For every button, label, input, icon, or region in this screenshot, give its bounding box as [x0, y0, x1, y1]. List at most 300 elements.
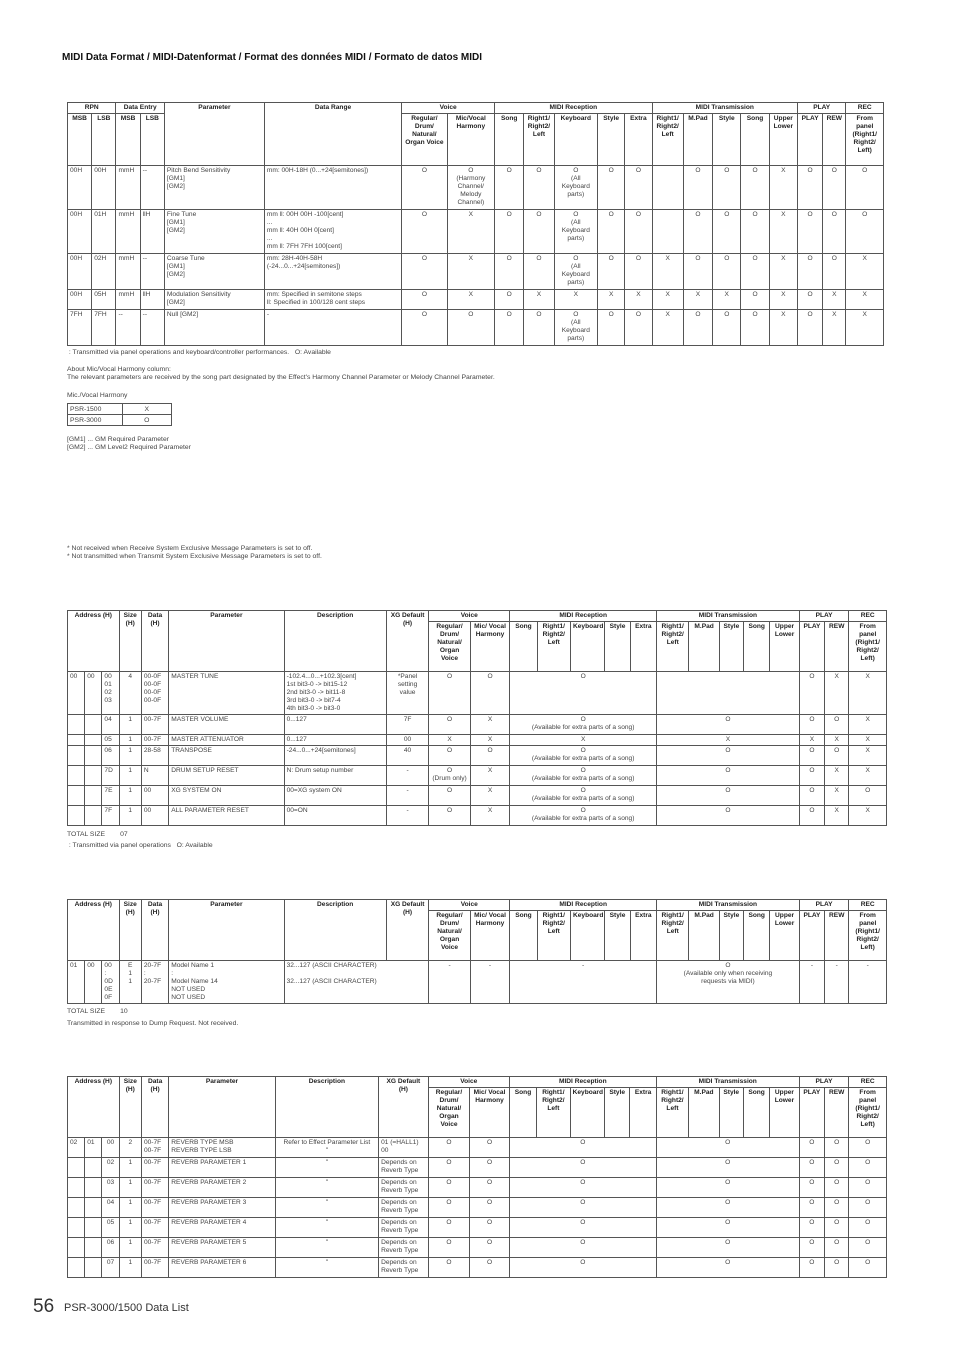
r12l-header: Right1/ Right2/ Left	[537, 622, 570, 672]
table-cell: 00-7F	[141, 1218, 168, 1238]
rpn-legend: : Transmitted via panel operations and keyboard/controller performances. O: Available	[67, 349, 331, 356]
table-cell: 00	[68, 672, 85, 715]
table-cell: REVERB PARAMETER 3	[169, 1198, 275, 1218]
table-cell: MASTER TUNE	[169, 672, 284, 715]
table-cell: 00H	[68, 210, 92, 254]
table-cell: O	[656, 1258, 799, 1278]
table-cell: X	[769, 166, 797, 210]
table-cell: --	[116, 310, 140, 346]
table-cell	[85, 1198, 102, 1218]
table-cell: O	[799, 786, 824, 806]
table-row	[68, 166, 884, 210]
mic-header: Mic/ Vocal Harmony	[470, 1088, 510, 1138]
table-row	[68, 1258, 887, 1278]
msb-header: MSB	[68, 114, 92, 166]
address-header: Address (H)	[68, 1077, 120, 1138]
page-number: 56	[33, 1296, 55, 1317]
table-cell: 00 01 02 03	[102, 672, 119, 715]
table-cell: 00H	[92, 166, 116, 210]
table-cell: 1	[119, 766, 141, 786]
table-cell: O	[509, 1178, 656, 1198]
table-cell: REVERB PARAMETER 6	[169, 1258, 275, 1278]
header-row	[68, 1077, 887, 1088]
table-row	[68, 1198, 887, 1218]
table-cell: O	[741, 310, 769, 346]
tx-right-left-header: Right1/ Right2/ Left	[652, 114, 683, 166]
sysex-notes: * Not received when Receive System Exclusive Message Parameters is set to off. * Not transmitted when Transmit System Exclusive Message Parameters is set to off.	[67, 545, 322, 560]
table-cell: X	[447, 254, 494, 290]
table-row	[68, 806, 887, 826]
table-cell: O	[657, 746, 800, 766]
mpad-header: M.Pad	[683, 114, 712, 166]
system-table	[67, 610, 887, 826]
table-cell: O	[428, 1158, 470, 1178]
table-cell: O	[470, 1258, 510, 1278]
table-cell: X	[554, 290, 597, 310]
table-cell: -	[386, 806, 429, 826]
table-cell: mm: 00H-18H (0...+24[semitones])	[264, 166, 401, 210]
table-cell: Depends on Reverb Type	[379, 1178, 429, 1198]
table-cell: O	[524, 310, 554, 346]
mic-vocal-title: Mic./Vocal Harmony	[67, 392, 128, 399]
table-cell: 32...127 (ASCII CHARACTER) 32...127 (ASCII CHARACTER)	[284, 961, 429, 1004]
table-cell: 02	[68, 1138, 85, 1158]
table-cell: X	[846, 254, 884, 290]
table-cell: X	[825, 766, 849, 786]
table-cell: O	[825, 1158, 849, 1178]
table-cell	[85, 806, 102, 826]
table-cell: 00-7F	[141, 1258, 168, 1278]
table-cell: 00	[85, 961, 102, 1004]
table-cell: X	[825, 735, 849, 746]
table-cell: X	[849, 746, 887, 766]
rew-header: REW	[825, 622, 849, 672]
table-cell: O	[799, 1218, 824, 1238]
table-cell: O	[799, 746, 824, 766]
table-cell: REVERB PARAMETER 2	[169, 1178, 275, 1198]
table-cell: -	[849, 961, 887, 1004]
table-cell: O	[428, 1238, 470, 1258]
total-size: TOTAL SIZE 10	[67, 1008, 128, 1015]
table-cell: O	[625, 210, 652, 254]
style-header: Style	[719, 1088, 743, 1138]
table-cell: O	[683, 210, 712, 254]
table-row	[68, 766, 887, 786]
table-cell: O	[713, 210, 741, 254]
table-cell: O	[428, 1138, 470, 1158]
midi-reception-header: MIDI Reception	[495, 103, 653, 114]
table-cell: O	[846, 210, 884, 254]
table-cell	[68, 1178, 85, 1198]
table-row	[68, 1218, 887, 1238]
table-cell: 7F	[386, 715, 429, 735]
table-cell: 1	[119, 715, 141, 735]
table-cell: X	[849, 735, 887, 746]
table-cell: 00-7F	[141, 1198, 168, 1218]
table-cell	[652, 210, 683, 254]
style-header: Style	[719, 911, 743, 961]
table-cell: 00-7F	[141, 1238, 168, 1258]
description-header: Description	[284, 611, 386, 672]
rew-header: REW	[825, 1088, 849, 1138]
footer-title: PSR-3000/1500 Data List	[64, 1302, 189, 1314]
table-cell: 06	[102, 746, 119, 766]
lsb-header: LSB	[92, 114, 116, 166]
table-cell: "	[275, 1158, 378, 1178]
midi-transmission-header: MIDI Transmission	[656, 1077, 799, 1088]
table-cell: X	[846, 290, 884, 310]
table-cell: X	[849, 672, 887, 715]
table-cell: 00 : 0D 0E 0F	[102, 961, 119, 1004]
table-cell	[68, 786, 85, 806]
table-cell: O	[823, 254, 846, 290]
table-cell: O	[825, 746, 849, 766]
table-cell: O	[524, 166, 554, 210]
rec-header: REC	[849, 611, 887, 622]
extra-header: Extra	[630, 1088, 656, 1138]
table-cell: 1	[119, 1258, 141, 1278]
table-cell: REVERB PARAMETER 1	[169, 1158, 275, 1178]
table-cell	[85, 766, 102, 786]
table-cell	[85, 746, 102, 766]
table-cell: O	[429, 786, 470, 806]
table-cell: O	[657, 715, 800, 735]
upper-header: Upper Lower	[770, 911, 799, 961]
table-cell	[68, 806, 85, 826]
table-cell: mmH	[116, 166, 140, 210]
table-cell: 20-7F : 20-7F	[141, 961, 168, 1004]
table-cell: O	[598, 166, 625, 210]
table-cell: O	[509, 1258, 656, 1278]
table-cell: O (Available for extra parts of a song)	[510, 766, 657, 786]
table-cell: O	[625, 254, 652, 290]
table-cell: O	[428, 1218, 470, 1238]
table-row	[68, 1178, 887, 1198]
table-cell: -	[825, 961, 849, 1004]
table-cell: O (Available for extra parts of a song)	[510, 746, 657, 766]
table-cell: O	[683, 166, 712, 210]
table-cell: -	[386, 786, 429, 806]
song-header: Song	[510, 622, 537, 672]
table-cell: Depends on Reverb Type	[379, 1198, 429, 1218]
style-header: Style	[605, 1088, 630, 1138]
table-cell: X	[799, 735, 824, 746]
table-cell: 02	[102, 1158, 119, 1178]
table-cell: "	[275, 1258, 378, 1278]
right-left-header: Right1/ Right2/ Left	[524, 114, 554, 166]
parameter-header: Parameter	[169, 900, 284, 961]
table-cell	[68, 715, 85, 735]
xg-default-header: XG Default (H)	[386, 900, 429, 961]
table-cell: O	[656, 1198, 799, 1218]
keyboard-header: Keyboard	[570, 911, 604, 961]
upper-header: Upper Lower	[770, 622, 799, 672]
table-cell: O	[713, 166, 741, 210]
table-cell: REVERB TYPE MSB REVERB TYPE LSB	[169, 1138, 275, 1158]
table-cell: O	[799, 672, 824, 715]
table-cell: O	[470, 672, 509, 715]
table-cell: O	[495, 210, 524, 254]
table-row	[68, 1138, 887, 1158]
table-cell: REVERB PARAMETER 4	[169, 1218, 275, 1238]
play-col-header: PLAY	[797, 114, 822, 166]
data-header: Data (H)	[141, 1077, 168, 1138]
table-cell: O	[598, 210, 625, 254]
model-cell: PSR-3000	[68, 415, 123, 426]
table-cell: O	[849, 1178, 887, 1198]
style-header: Style	[598, 114, 625, 166]
table-cell: 01	[85, 1138, 102, 1158]
table-cell: O	[598, 310, 625, 346]
table-cell: O	[825, 1258, 849, 1278]
table-cell: 00-7F	[141, 715, 168, 735]
table-cell: O	[429, 715, 470, 735]
table-cell: O	[799, 1238, 824, 1258]
table-cell: X	[825, 786, 849, 806]
table-cell: 05	[102, 1218, 119, 1238]
table-cell: DRUM SETUP RESET	[169, 766, 284, 786]
table-cell: 07	[102, 1258, 119, 1278]
table-cell	[68, 1238, 85, 1258]
table-cell: mmH	[116, 290, 140, 310]
table-cell	[68, 1218, 85, 1238]
table-cell: X	[825, 806, 849, 826]
table-cell: X	[447, 210, 494, 254]
data-range-header: Data Range	[264, 103, 401, 114]
table-cell: Model Name 1 : Model Name 14 NOT USED NOT USED	[169, 961, 284, 1004]
table-row	[68, 961, 887, 1004]
table-cell: 1	[119, 1198, 141, 1218]
table-cell: X	[524, 290, 554, 310]
table-cell	[657, 672, 800, 715]
rec-header: REC	[846, 103, 884, 114]
midi-transmission-header: MIDI Transmission	[657, 611, 800, 622]
table-cell: Depends on Reverb Type	[379, 1258, 429, 1278]
table-cell: 06	[102, 1238, 119, 1258]
table-cell: O	[825, 1178, 849, 1198]
song-header: Song	[744, 622, 770, 672]
table-cell: --	[140, 254, 164, 290]
table-cell: O	[657, 786, 800, 806]
table-cell: 1	[119, 1158, 141, 1178]
tx-style-header: Style	[713, 114, 741, 166]
extra-header: Extra	[625, 114, 652, 166]
table-cell: N	[141, 766, 168, 786]
voice-header: Voice	[402, 103, 495, 114]
table-cell: O	[825, 1198, 849, 1218]
table-cell: O (All Keyboard parts)	[554, 210, 597, 254]
rec-header: REC	[849, 1077, 887, 1088]
table-cell: "	[275, 1198, 378, 1218]
table-cell: O	[428, 1258, 470, 1278]
keyboard-header: Keyboard	[554, 114, 597, 166]
table-cell: 00H	[68, 254, 92, 290]
table-cell: ALL PARAMETER RESET	[169, 806, 284, 826]
table-cell: X	[849, 806, 887, 826]
table-cell: 00-7F	[141, 1158, 168, 1178]
table-cell: O (All Keyboard parts)	[554, 310, 597, 346]
table-cell: 00H	[68, 290, 92, 310]
table-cell: llH	[140, 290, 164, 310]
table-cell: O (Available only when receiving requests via MIDI)	[657, 961, 800, 1004]
table-cell: 1	[119, 1238, 141, 1258]
mic-vocal-table	[67, 403, 172, 426]
rew-header: REW	[823, 114, 846, 166]
mic-vocal-header: Mic/Vocal Harmony	[447, 114, 494, 166]
table-cell: O	[429, 746, 470, 766]
table-cell: O (All Keyboard parts)	[554, 166, 597, 210]
table-cell: O	[683, 310, 712, 346]
description-header: Description	[284, 900, 386, 961]
table-cell	[85, 735, 102, 746]
table-cell: O	[470, 1238, 510, 1258]
table-row	[68, 1238, 887, 1258]
table-cell: 7E	[102, 786, 119, 806]
table-cell: O	[625, 166, 652, 210]
table-cell: O	[402, 290, 447, 310]
table-row	[68, 310, 884, 346]
table-cell: X	[769, 290, 797, 310]
table-cell: O	[495, 166, 524, 210]
address-header: Address (H)	[68, 611, 120, 672]
table-cell: "	[275, 1218, 378, 1238]
midi-transmission-header: MIDI Transmission	[657, 900, 800, 911]
table-cell: 1	[119, 735, 141, 746]
table-cell: 00-7F 00-7F	[141, 1138, 168, 1158]
regular-header: Regular/ Drum/ Natural/ Organ Voice	[428, 1088, 470, 1138]
table-cell: O (Available for extra parts of a song)	[510, 786, 657, 806]
r12l-header: Right1/ Right2/ Left	[656, 1088, 688, 1138]
table-cell: 2	[119, 1138, 141, 1158]
table-cell: O	[741, 210, 769, 254]
style-header: Style	[719, 622, 743, 672]
table-cell: 00-0F 00-0F 00-0F 00-0F	[141, 672, 168, 715]
rpn-header: RPN	[68, 103, 116, 114]
table-cell: O	[524, 210, 554, 254]
table-cell: mm: Specified in semitone steps ll: Specified in 100/128 cent steps	[264, 290, 401, 310]
table-cell: O	[509, 1158, 656, 1178]
table-cell: "	[275, 1178, 378, 1198]
table-cell: O	[825, 1138, 849, 1158]
table-cell: X	[769, 254, 797, 290]
table-cell: O	[429, 672, 470, 715]
table-cell	[652, 166, 683, 210]
table-cell: Coarse Tune [GM1] [GM2]	[164, 254, 264, 290]
table-cell: O	[849, 1198, 887, 1218]
msb-header: MSB	[116, 114, 140, 166]
table-cell: O	[402, 166, 447, 210]
table-cell: 03	[102, 1178, 119, 1198]
table-cell: N: Drum setup number	[284, 766, 386, 786]
table-cell: 1	[119, 1218, 141, 1238]
from-panel-header: From panel (Right1/ Right2/ Left)	[849, 622, 887, 672]
table-cell: 7FH	[92, 310, 116, 346]
size-header: Size (H)	[119, 900, 141, 961]
table-cell: 04	[102, 1198, 119, 1218]
table-cell: 00	[386, 735, 429, 746]
table-cell: O	[470, 1178, 510, 1198]
table-cell: 1	[119, 786, 141, 806]
table-cell: O	[656, 1218, 799, 1238]
data-entry-header: Data Entry	[116, 103, 164, 114]
table-cell: O	[825, 715, 849, 735]
table-cell	[85, 1158, 102, 1178]
table-cell: 00-7F	[141, 735, 168, 746]
table-cell: 04	[102, 715, 119, 735]
table-cell: X	[598, 290, 625, 310]
table-cell: O	[797, 254, 822, 290]
play-header: PLAY	[799, 611, 849, 622]
table-cell	[85, 1238, 102, 1258]
table-cell: O	[846, 166, 884, 210]
table-cell: -	[510, 961, 657, 1004]
table-cell: 40	[386, 746, 429, 766]
midi-transmission-header: MIDI Transmission	[652, 103, 797, 114]
table-cell: O	[428, 1198, 470, 1218]
total-size: TOTAL SIZE 07	[67, 831, 128, 838]
table-row	[68, 254, 884, 290]
song-header: Song	[743, 1088, 769, 1138]
regular-voice-header: Regular/ Drum/ Natural/ Organ Voice	[402, 114, 447, 166]
table-cell: O	[470, 1198, 510, 1218]
table-row	[68, 735, 887, 746]
table-cell	[85, 1258, 102, 1278]
parameter-header: Parameter	[169, 1077, 275, 1138]
gm-notes: [GM1] ... GM Required Parameter [GM2] ... GM Level2 Required Parameter	[67, 436, 191, 451]
rec-header: REC	[849, 900, 887, 911]
table-cell: 00	[102, 1138, 119, 1158]
rpn-table	[67, 102, 884, 346]
table-cell: X	[652, 254, 683, 290]
table-cell	[68, 746, 85, 766]
play-header: PLAY	[797, 103, 845, 114]
table-cell: 00	[141, 806, 168, 826]
table-cell: O	[510, 672, 657, 715]
table-cell: O	[656, 1158, 799, 1178]
header-row	[68, 611, 887, 622]
table-cell	[68, 1158, 85, 1178]
table-cell: X	[470, 766, 509, 786]
table-cell: O	[849, 1158, 887, 1178]
table-cell: O	[797, 210, 822, 254]
table-cell	[68, 735, 85, 746]
table-cell: O	[509, 1198, 656, 1218]
table-cell: O	[656, 1178, 799, 1198]
table-cell: O	[849, 1218, 887, 1238]
table-cell: O	[741, 290, 769, 310]
play-header: PLAY	[799, 1077, 849, 1088]
table-cell: X	[846, 310, 884, 346]
table-cell: O	[656, 1238, 799, 1258]
table-cell: E 1 1	[119, 961, 141, 1004]
r12l-header: Right1/ Right2/ Left	[657, 911, 689, 961]
table-cell: O	[428, 1178, 470, 1198]
table-cell: X	[625, 290, 652, 310]
table-cell: Depends on Reverb Type	[379, 1158, 429, 1178]
table-cell: X	[657, 735, 800, 746]
table-row	[68, 746, 887, 766]
table-cell: X	[447, 290, 494, 310]
table-cell: X	[769, 310, 797, 346]
table-cell: 00	[141, 786, 168, 806]
value-cell: O	[122, 415, 171, 426]
table-cell: O	[495, 290, 524, 310]
lsb-header: LSB	[140, 114, 164, 166]
table-cell: mm ll: 00H 00H -100[cent] ... mm ll: 40H 00H 0[cent] ... mm ll: 7FH 7FH 100[cent]	[264, 210, 401, 254]
tx-song-header: Song	[741, 114, 769, 166]
song-header: Song	[509, 1088, 536, 1138]
table-cell: mmH	[116, 254, 140, 290]
